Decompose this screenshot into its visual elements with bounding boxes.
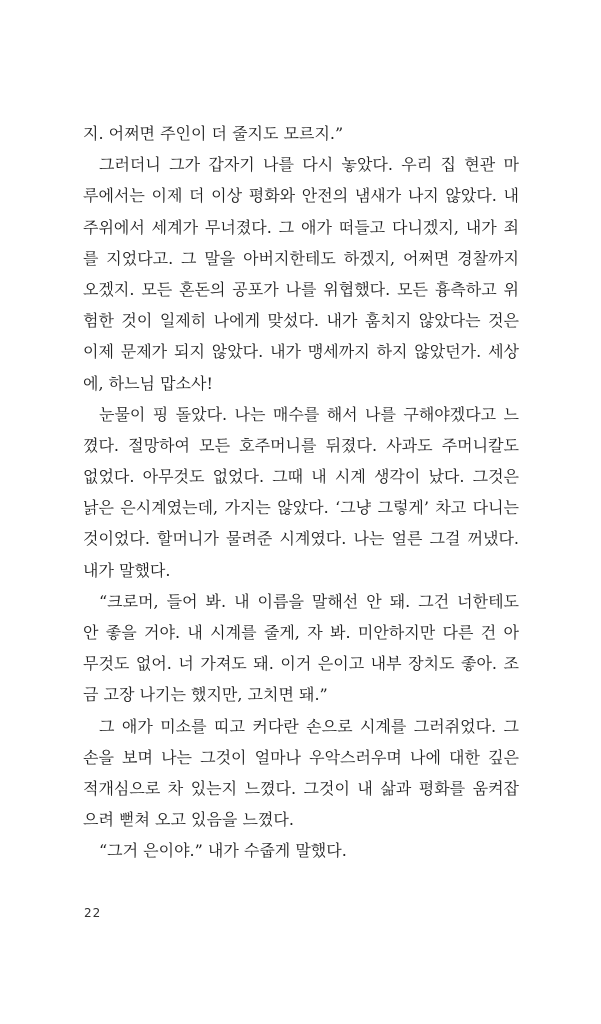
text-line: 오겠지. 모든 혼돈의 공포가 나를 위협했다. 모든 흉측하고 위 — [83, 279, 519, 299]
text-line: 안 좋을 거야. 내 시계를 줄게, 자 봐. 미안하지만 다른 건 아 — [83, 623, 519, 642]
text-line: 지. 어쩌면 주인이 더 줄지도 모르지.” — [83, 124, 344, 143]
text-line: 그러더니 그가 갑자기 나를 다시 놓았다. 우리 집 현관 마 — [99, 155, 519, 175]
text-line: 적개심으로 차 있는지 느꼈다. 그것이 내 삶과 평화를 움켜잡 — [83, 778, 519, 798]
text-line: “그거 은이야.” 내가 수줍게 말했다. — [99, 841, 347, 861]
text-line: 손을 보며 나는 그것이 얼마나 우악스러우며 나에 대한 깊은 — [83, 747, 519, 767]
text-line: 그 애가 미소를 띠고 커다란 손으로 시계를 그러쥐었다. 그 — [99, 716, 519, 736]
text-line: 금 고장 나기는 했지만, 고치면 돼.” — [83, 685, 328, 705]
text-line: 내가 말했다. — [83, 560, 171, 580]
text-line: 이제 문제가 되지 않았다. 내가 맹세까지 하지 않았던가. 세상 — [83, 342, 519, 362]
text-line: 눈물이 핑 돌았다. 나는 매수를 해서 나를 구해야겠다고 느 — [99, 404, 519, 424]
text-line: 주위에서 세계가 무너졌다. 그 애가 떠들고 다니겠지, 내가 죄 — [83, 217, 519, 237]
body-text — [83, 118, 519, 867]
text-line: 에, 하느님 맙소사! — [83, 373, 213, 393]
text-line: 루에서는 이제 더 이상 평화와 안전의 냄새가 나지 않았다. 내 — [83, 186, 519, 206]
text-line: 것이었다. 할머니가 물려준 시계였다. 나는 얼른 그걸 꺼냈다. — [83, 529, 519, 549]
text-line: 꼈다. 절망하여 모든 호주머니를 뒤졌다. 사과도 주머니칼도 — [83, 435, 519, 455]
text-line: “크로머, 들어 봐. 내 이름을 말해선 안 돼. 그건 너한테도 — [99, 591, 519, 611]
text-line: 없었다. 아무것도 없었다. 그때 내 시계 생각이 났다. 그것은 — [83, 467, 519, 487]
page-number: 22 — [84, 906, 102, 920]
text-line: 낡은 은시계였는데, 가지는 않았다. ‘그냥 그렇게’ 차고 다니는 — [83, 498, 519, 518]
text-line: 무것도 없어. 너 가져도 돼. 이거 은이고 내부 장치도 좋아. 조 — [83, 654, 519, 674]
text-line: 으려 뻗쳐 오고 있음을 느꼈다. — [83, 810, 294, 830]
text-line: 험한 것이 일제히 나에게 맞섰다. 내가 훔치지 않았다는 것은 — [83, 311, 519, 331]
text-line: 를 지었다고. 그 말을 아버지한테도 하겠지, 어쩌면 경찰까지 — [83, 248, 519, 268]
